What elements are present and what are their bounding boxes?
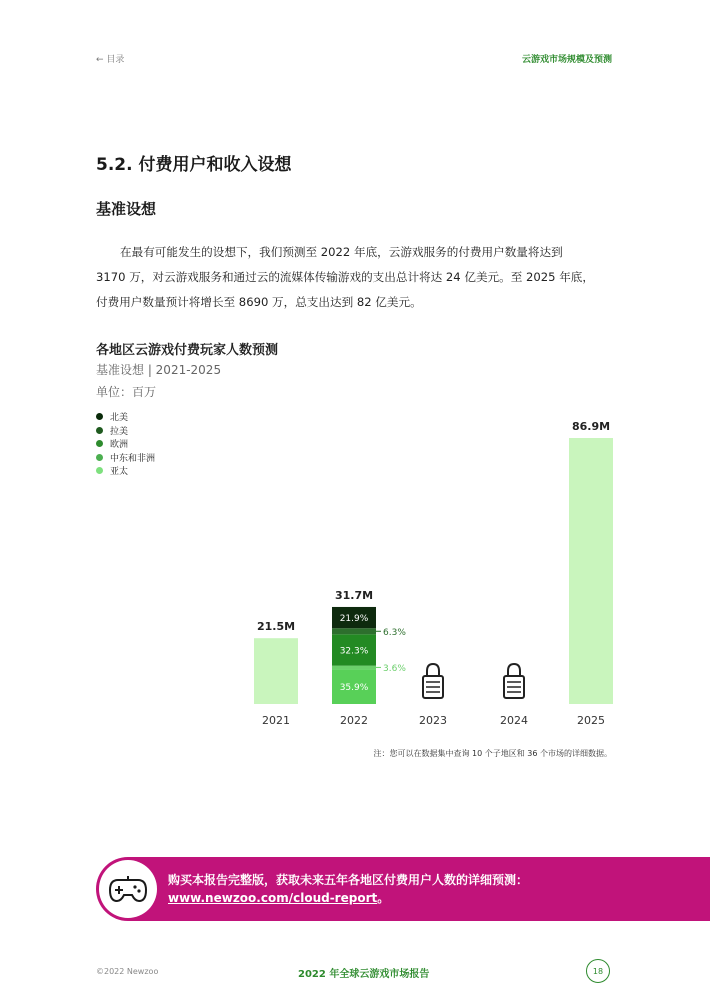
x-tick-label: 2022: [340, 714, 368, 727]
page-number: 18: [586, 959, 610, 983]
legend-label: 欧洲: [110, 440, 129, 451]
banner-message: 购买本报告完整版，获取未来五年各地区付费用户人数的详细预测：: [168, 873, 529, 887]
toc-back-link[interactable]: ← 目录: [96, 55, 125, 65]
bar: [254, 638, 298, 704]
legend-label: 北美: [110, 413, 129, 424]
footer-copyright: ©2022 Newzoo: [96, 967, 159, 976]
gamepad-icon: [99, 860, 157, 918]
section-header-label: 云游戏市场规模及预测: [521, 55, 612, 65]
chart-subtitle: 基准设想 | 2021-2025: [96, 363, 222, 377]
body-paragraph: [96, 240, 616, 315]
lock-icon: [423, 664, 443, 698]
x-tick-label: 2025: [577, 714, 605, 727]
paragraph-line: 3170 万，对云游戏服务和通过云的流媒体传输游戏的支出总计将达 24 亿美元。至 2025 年底，: [96, 270, 594, 284]
paragraph-line: 付费用户数量预计将增长至 8690 万，总支出达到 82 亿美元。: [96, 295, 422, 309]
segment-label: 3.6%: [383, 663, 406, 674]
segment-label: 6.3%: [383, 627, 406, 638]
bar-segment: [332, 666, 376, 669]
banner-text: [168, 871, 528, 907]
data-label: 86.9M: [571, 420, 611, 433]
segment-label: 21.9%: [339, 614, 369, 625]
chart-unit: 单位：百万: [96, 385, 157, 399]
chart-title: 各地区云游戏付费玩家人数预测: [96, 343, 279, 358]
segment-label: 35.9%: [339, 683, 369, 694]
x-tick-label: 2023: [419, 714, 447, 727]
banner-link-suffix: 。: [377, 891, 390, 905]
chart-plot: [0, 400, 710, 740]
footer-report-title: 2022 年全球云游戏市场报告: [298, 969, 430, 980]
legend-label: 拉美: [110, 426, 129, 437]
section-title: 5.2. 付费用户和收入设想: [96, 155, 292, 175]
subsection-title: 基准设想: [96, 200, 157, 218]
data-label: 21.5M: [256, 620, 296, 634]
chart-note: 注：您可以在数据集中查询 10 个子地区和 36 个市场的详细数据。: [373, 749, 612, 758]
data-label: 31.7M: [334, 588, 374, 602]
x-tick-label: 2024: [500, 714, 528, 727]
purchase-banner[interactable]: [96, 857, 710, 921]
report-link[interactable]: www.newzoo.com/cloud-report: [168, 891, 378, 905]
bar: [569, 438, 613, 704]
legend-label: 中东和非洲: [110, 453, 156, 464]
x-tick-label: 2021: [262, 714, 290, 727]
bar-segment: [332, 628, 376, 634]
segment-label: 32.3%: [339, 646, 369, 657]
paragraph-line: 在最有可能发生的设想下，我们预测至 2022 年底，云游戏服务的付费用户数量将达到: [120, 245, 563, 259]
lock-icon: [504, 664, 524, 698]
legend-label: 亚太: [110, 467, 129, 478]
